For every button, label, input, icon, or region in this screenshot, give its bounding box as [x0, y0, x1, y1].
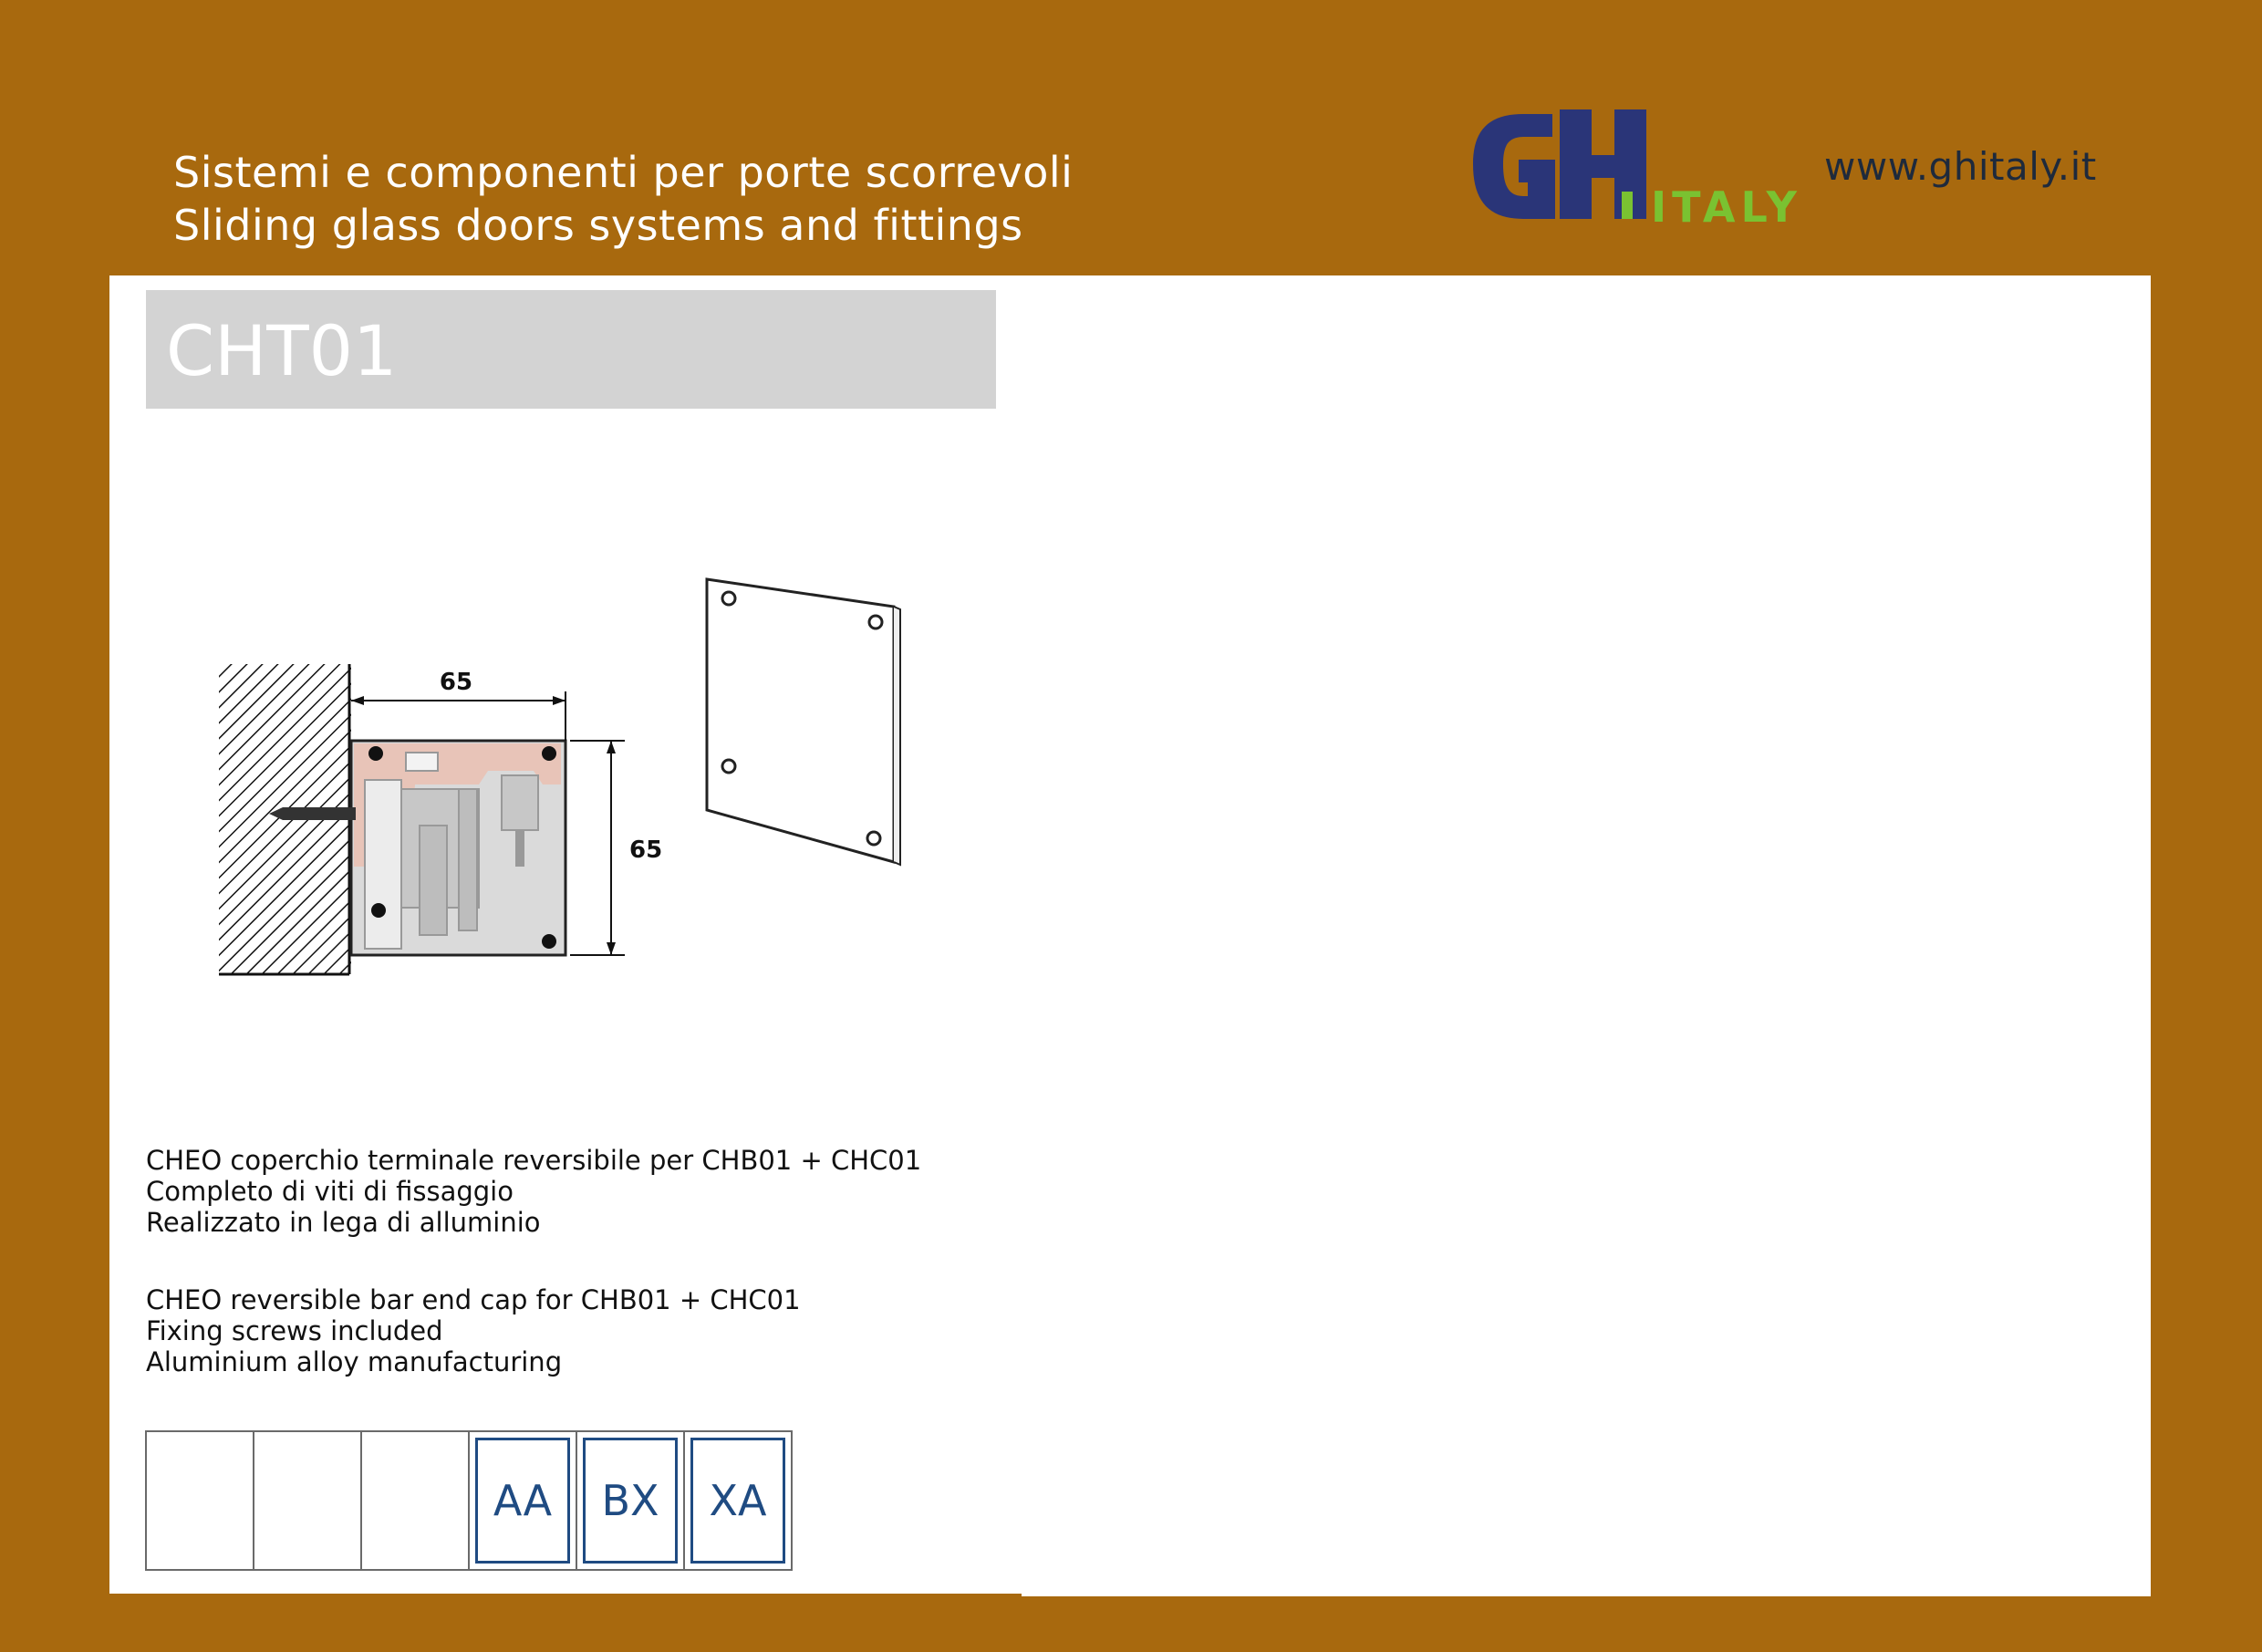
finish-cell-empty — [254, 1432, 362, 1569]
description-line: Aluminium alloy manufacturing — [146, 1346, 563, 1377]
finish-code: BX — [583, 1438, 678, 1564]
end-cap-view — [707, 579, 900, 865]
finish-cell-empty — [147, 1432, 254, 1569]
description-line: Realizzato in lega di alluminio — [146, 1207, 541, 1238]
description-line: Completo di viti di fissaggio — [146, 1176, 514, 1207]
finish-cell-aa — [470, 1432, 577, 1569]
finish-code: XA — [690, 1438, 785, 1564]
product-code: CHT01 — [166, 310, 398, 391]
tagline-english: Sliding glass doors systems and fittings — [173, 201, 1023, 250]
content-panel-right — [1022, 275, 2151, 1596]
finish-code: AA — [475, 1438, 570, 1564]
description-line: Fixing screws included — [146, 1315, 443, 1346]
finish-cell-bx — [577, 1432, 685, 1569]
description-english — [146, 1284, 801, 1377]
width-dimension: 65 — [439, 669, 473, 696]
finish-codes-table — [145, 1430, 793, 1571]
description-italian — [146, 1145, 921, 1238]
website-link[interactable]: www.ghitaly.it — [1824, 144, 2097, 189]
description-line: CHEO coperchio terminale reversibile per CHB01 + CHC01 — [146, 1145, 922, 1176]
finish-cell-xa — [685, 1432, 793, 1569]
technical-drawing — [205, 566, 917, 1003]
header-tagline — [173, 146, 1073, 252]
description-line: CHEO reversible bar end cap for CHB01 + CHC01 — [146, 1284, 801, 1315]
height-dimension: 65 — [629, 836, 663, 864]
finish-cell-empty — [362, 1432, 470, 1569]
svg-text:ITALY: ITALY — [1651, 182, 1802, 228]
product-code-bar — [146, 290, 996, 409]
gh-italy-logo — [1468, 105, 1806, 228]
tagline-italian: Sistemi e componenti per porte scorrevoli — [173, 148, 1074, 197]
